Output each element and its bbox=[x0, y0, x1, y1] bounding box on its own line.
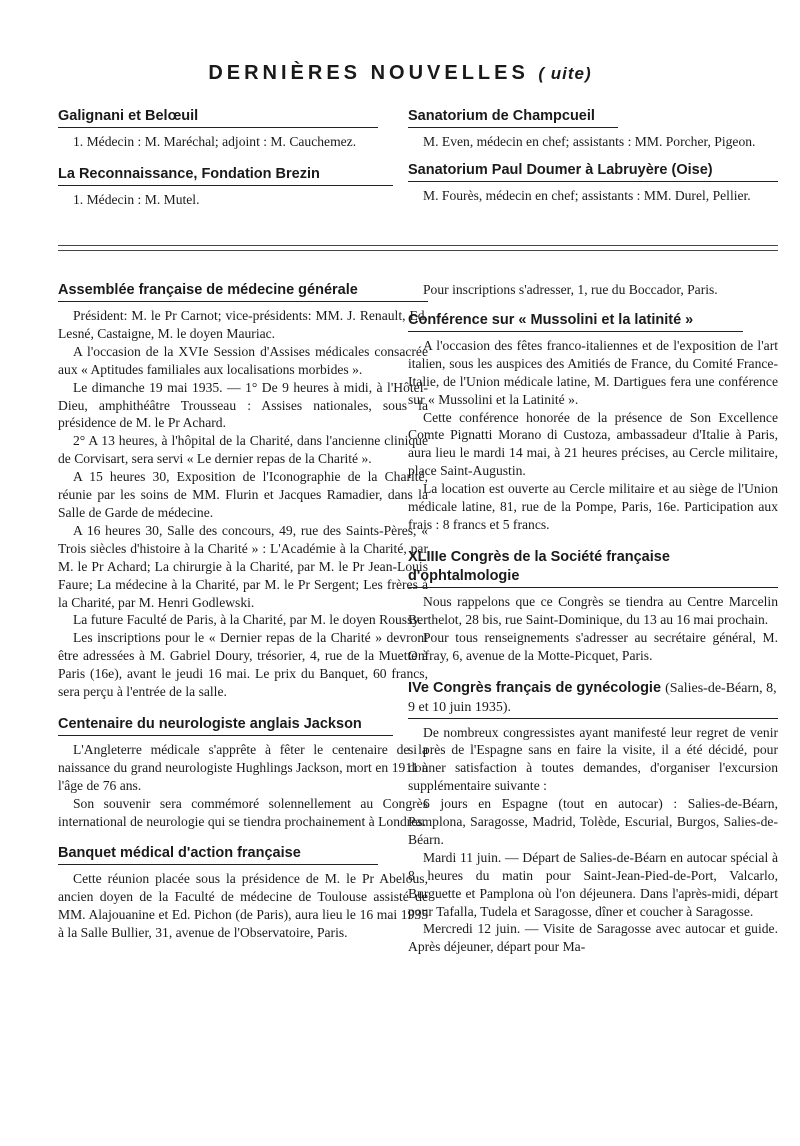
paragraph: M. Fourès, médecin en chef; assistants : MM. Durel, Pellier. bbox=[423, 187, 751, 203]
section-heading: Assemblée française de médecine générale bbox=[58, 281, 428, 302]
section-reconnaissance bbox=[58, 165, 428, 209]
paragraph: 1. Médecin : M. Maréchal; adjoint : M. Cauchemez. bbox=[73, 134, 357, 149]
section-heading-subtitle: (Salies-de-Béarn, 8, 9 et 10 juin 1935). bbox=[408, 680, 777, 715]
paragraph: La location est ouverte au Cercle militaire et au siège de l'Union médicale latine, 81, rue de la Pompe, Paris, 16e. Participation aux frais : 8 francs et 5 francs. bbox=[408, 481, 778, 532]
top-right-column bbox=[408, 107, 778, 219]
paragraph: Nous rappelons que ce Congrès se tiendra au Centre Marcelin Berthelot, 28 bis, rue Saint-Dominique, du 13 au 16 mai prochain. bbox=[408, 593, 778, 627]
paragraph: Mardi 11 juin. — Départ de Salies-de-Béarn en autocar spécial à 8 heures du matin pour Saint-Jean-Pied-de-Port, Valcarlo, Burguette et Pamplona où l'on déjeunera. Dans l'après-midi, départ pour Tafalla, Tudela et Saragosse, dîner et coucher à Saragosse. bbox=[408, 849, 778, 919]
section-labruyere bbox=[408, 161, 778, 205]
section-heading: Banquet médical d'action française bbox=[58, 844, 378, 865]
paragraph: A l'occasion des fêtes franco-italiennes et de l'exposition de l'art italien, sous les auspices des Amitiés de France, du Comité France-Italie, de l'Union médicale latine, M. Dartigues fera une conférence sur « Mussolini et la Latinité ». bbox=[408, 337, 778, 407]
right-column bbox=[408, 281, 778, 970]
top-left-column bbox=[58, 107, 428, 223]
section-heading: XLIIIe Congrès de la Société française d'ophtalmologie bbox=[408, 548, 778, 588]
section-gynecologie bbox=[408, 679, 778, 957]
paragraph: Son souvenir sera commémoré solennellement au Congrès international de neurologie qui se tiendra prochainement à Londres. bbox=[58, 795, 428, 829]
section-inscriptions bbox=[408, 281, 778, 299]
paragraph: Pour tous renseignements s'adresser au secrétaire général, M. Onfray, 6, avenue de la Motte-Picquet, Paris. bbox=[408, 629, 778, 663]
paragraph: Pour inscriptions s'adresser, 1, rue du Boccador, Paris. bbox=[423, 282, 718, 297]
paragraph: Le dimanche 19 mai 1935. — 1° De 9 heures à midi, à l'Hôtel-Dieu, amphithéâtre Trousseau : Assises nationales, sous la présidence de M. le Pr Achard. bbox=[58, 379, 428, 431]
section-champcueil bbox=[408, 107, 778, 151]
section-heading: Sanatorium de Champcueil bbox=[408, 107, 618, 128]
section-heading: La Reconnaissance, Fondation Brezin bbox=[58, 165, 393, 186]
section-heading bbox=[408, 679, 778, 719]
paragraph: A 15 heures 30, Exposition de l'Iconographie de la Charité, réunie par les soins de MM. Flurin et Jacques Ramadier, dans la Salle de Garde de médecine. bbox=[58, 469, 428, 520]
paragraph: 2° A 13 heures, à l'hôpital de la Charité, dans l'ancienne clinique de Corvisart, sera servi « Le dernier repas de la Charité ». bbox=[58, 433, 428, 467]
divider-rule bbox=[58, 245, 778, 246]
paragraph: M. Even, médecin en chef; assistants : MM. Porcher, Pigeon. bbox=[423, 134, 756, 149]
paragraph: A 16 heures 30, Salle des concours, 49, rue des Saints-Pères, « Trois siècles d'histoire à la Charité » : L'Académie à la Charité, par M. le Pr Achard; La chirurgie à la Charité, par M. le Pr Jean-Louis Faure; La médecine à la Charité, par M. le Pr Sergent; Les frères à la Charité, par M. Henri Godlewski. bbox=[58, 522, 428, 610]
paragraph: Cette réunion placée sous la présidence de M. le Pr Abelous, ancien doyen de la Faculté de médecine de Toulouse assisté de MM. Alajouanine et Ed. Pichon (de Paris), aura lieu le 16 mai 1935 à la Salle Bullier, 31, avenue de l'Observatoire, Paris. bbox=[58, 871, 428, 941]
page-title-main: DERNIÈRES NOUVELLES bbox=[208, 62, 529, 84]
paragraph: Président: M. le Pr Carnot; vice-présidents: MM. J. Renault, Ed. Lesné, Castaigne, M. le doyen Mauriac. bbox=[58, 308, 428, 341]
section-ophtalmologie bbox=[408, 548, 778, 665]
paragraph: Mercredi 12 juin. — Visite de Saragosse avec autocar et guide. Après déjeuner, départ pour Ma- bbox=[408, 921, 778, 955]
section-assemblee bbox=[58, 281, 428, 701]
section-jackson bbox=[58, 715, 428, 831]
paragraph: A l'occasion de la XVIe Session d'Assises médicales consacrée aux « Aptitudes familiales aux localisations morbides ». bbox=[58, 343, 428, 377]
section-galignani bbox=[58, 107, 428, 151]
section-heading: Sanatorium Paul Doumer à Labruyère (Oise) bbox=[408, 161, 778, 182]
section-heading: Conférence sur « Mussolini et la latinité » bbox=[408, 311, 743, 332]
section-heading: Galignani et Belœuil bbox=[58, 107, 378, 128]
paragraph: Les inscriptions pour le « Dernier repas de la Charité » devront être adressées à M. Gabriel Doury, trésorier, 4, rue de la Muette à Paris (16e), avant le jeudi 16 mai. Le prix du Banquet, 60 francs, sera perçu à l'entrée de la salle. bbox=[58, 630, 428, 700]
section-heading: Centenaire du neurologiste anglais Jackson bbox=[58, 715, 393, 736]
section-mussolini bbox=[408, 311, 778, 534]
paragraph: De nombreux congressistes ayant manifesté leur regret de venir si près de l'Espagne sans en faire la visite, il a été décidé, pour donner satisfaction à toutes demandes, d'organiser l'excursion supplémentaire suivante : bbox=[408, 724, 778, 794]
section-banquet bbox=[58, 844, 428, 942]
left-column bbox=[58, 281, 428, 956]
page-title-suite: ( uite) bbox=[538, 64, 592, 83]
paragraph: 1. Médecin : M. Mutel. bbox=[73, 191, 200, 207]
paragraph: Cette conférence honorée de la présence de Son Excellence Comte Pignatti Morano di Custoza, ambassadeur d'Italie à Paris, aura lieu le mardi 14 mai, à 21 heures précises, au Cercle militaire, place Saint-Augustin. bbox=[408, 409, 778, 479]
paragraph: L'Angleterre médicale s'apprête à fêter le centenaire de la naissance du grand neurologiste Hughlings Jackson, mort en 1911 à l'âge de 76 ans. bbox=[58, 741, 428, 793]
page-title bbox=[0, 62, 800, 85]
divider-rule bbox=[58, 250, 778, 251]
section-heading-title: IVe Congrès français de gynécologie bbox=[408, 679, 662, 696]
paragraph: 6 jours en Espagne (tout en autocar) : Salies-de-Béarn, Pamplona, Saragosse, Madrid, Tolède, Escurial, Burgos, Salies-de-Béarn. bbox=[408, 796, 778, 847]
paragraph: La future Faculté de Paris, à la Charité, par M. le doyen Roussy. bbox=[73, 612, 422, 628]
